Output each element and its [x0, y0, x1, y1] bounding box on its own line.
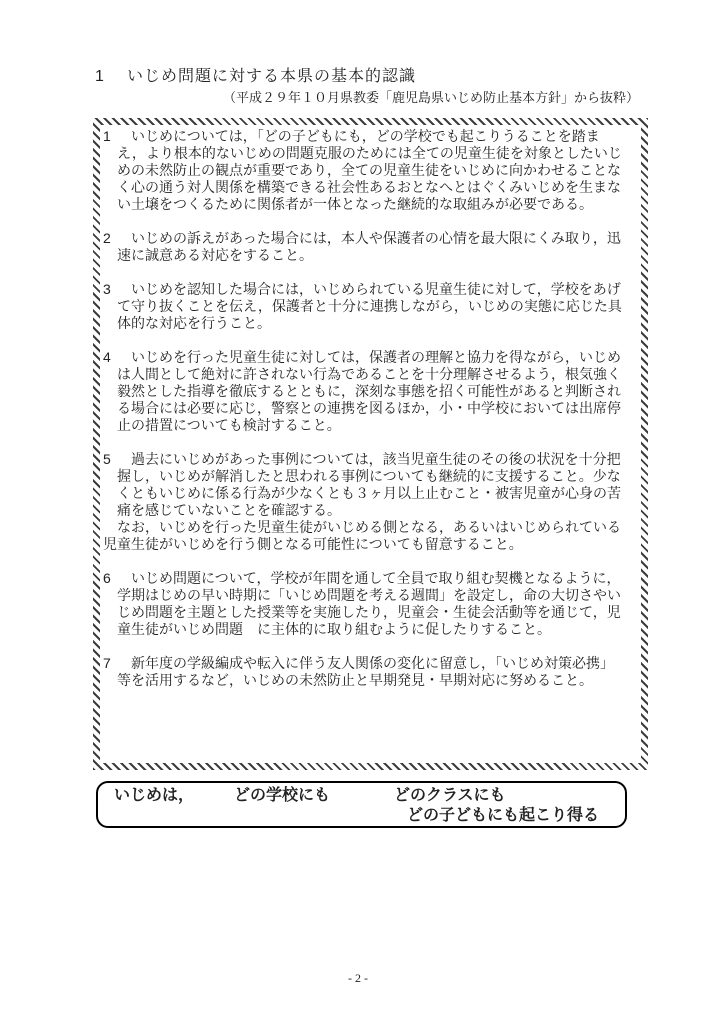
section-heading	[95, 67, 416, 87]
item-note: なお，いじめを行った児童生徒がいじめる側となる，あるいはいじめられている児童生徒がいじめを行う側となる可能性についても留意すること。	[103, 519, 621, 552]
heading-number: 1	[95, 68, 105, 85]
policy-item	[103, 349, 627, 434]
item-number: 2	[103, 230, 111, 246]
policy-box	[93, 118, 648, 770]
policy-item	[103, 128, 627, 213]
item-number: 7	[103, 655, 111, 671]
policy-item	[103, 570, 627, 638]
item-text: いじめを行った児童生徒に対しては，保護者の理解と協力を得ながら，いじめは人間として絶対に許されない行為であることを十分理解させるよう，根気強く毅然とした指導を徹底するとともに，深刻な事態を招く可能性があると判断される場合には必要に応じ，警察との連携を図るほか，小・中学校においては出席停止の措置についても検討すること。	[117, 349, 621, 433]
policy-item	[103, 230, 627, 264]
page-number: - 2 -	[348, 971, 368, 985]
policy-item	[103, 281, 627, 332]
source-note: （平成２９年１０月県教委「鹿児島県いじめ防止基本方針」から抜粋）	[222, 90, 639, 105]
item-text: いじめの訴えがあった場合には，本人や保護者の心情を最大限にくみ取り，迅速に誠意ある対応をすること。	[117, 230, 621, 263]
policy-item	[103, 451, 627, 553]
policy-item	[103, 655, 627, 689]
item-text: いじめを認知した場合には，いじめられている児童生徒に対して，学校をあげて守り抜くことを伝え，保護者と十分に連携しながら，いじめの実態に応じた具体的な対応を行うこと。	[117, 281, 622, 331]
item-text: 過去にいじめがあった事例については，該当児童生徒のその後の状況を十分把握し，いじめが解消したと思われる事例についても継続的に支援すること。少なくともいじめに係る行為が少なくとも３ヶ月以上止むこと・被害児童が心身の苦痛を感じていないことを確認する。	[117, 451, 621, 518]
item-text: 新年度の学級編成や転入に伴う友人関係の変化に留意し，「いじめ対策必携」等を活用するなど，いじめの未然防止と早期発見・早期対応に努めること。	[117, 655, 614, 688]
item-number: 5	[103, 451, 111, 467]
item-number: 1	[103, 128, 111, 144]
item-number: 3	[103, 281, 111, 297]
slogan-line-1: いじめは， どの学校にも どのクラスにも	[114, 787, 506, 804]
heading-text: いじめ問題に対する本県の基本的認識	[127, 68, 417, 85]
item-text: いじめ問題について，学校が年間を通して全員で取り組む契機となるように，学期はじめの早い時期に「いじめ問題を考える週間」を設定し，命の大切さやいじめ問題を主題とした授業等を実施したり，児童会・生徒会活動等を通じて，児童生徒がいじめ問題 に主体的に取り組むように促したりすること。	[117, 570, 621, 637]
item-text: いじめについては，「どの子どもにも，どの学校でも起こりうることを踏まえ，より根本的ないじめの問題克服のためには全ての児童生徒を対象としたいじめの未然防止の観点が重要であり，全ての児童生徒をいじめに向かわせることなく心の通う対人関係を構築できる社会性あるおとなへとはぐくみいじめを生まない土壌をつくるために関係者が一体となった継続的な取組みが必要である。	[117, 128, 622, 212]
item-number: 4	[103, 349, 111, 365]
item-number: 6	[103, 570, 111, 586]
slogan-box	[96, 781, 627, 828]
slogan-line-2: どの子どもにも起こり得る	[406, 807, 599, 824]
policy-box-content	[100, 125, 641, 763]
